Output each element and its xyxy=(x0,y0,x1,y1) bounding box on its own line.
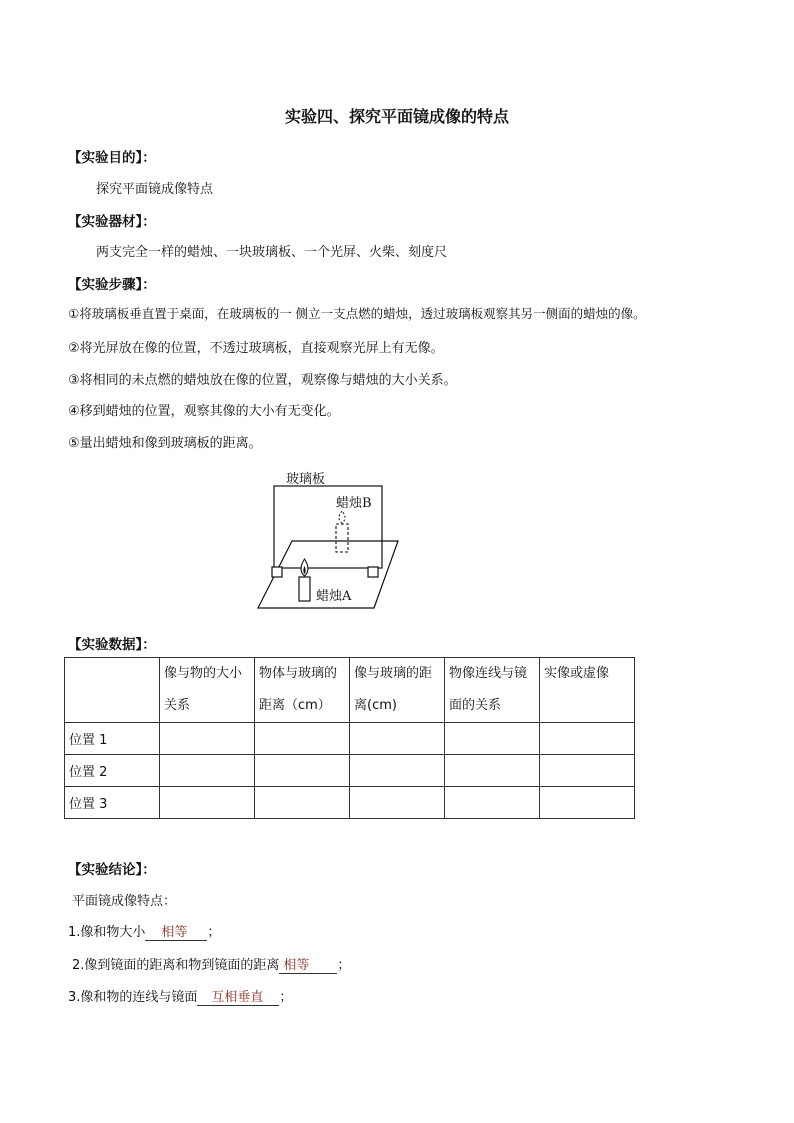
table-header-cell: 物像连线与镜面的关系 xyxy=(445,658,540,723)
conclusion-heading: 【实验结论】： xyxy=(68,862,156,878)
step-item: ②将光屏放在像的位置，不透过玻璃板，直接观察光屏上有无像。 xyxy=(68,341,444,356)
step-item: ①将玻璃板垂直置于桌面，在玻璃板的一 侧立一支点燃的蜡烛，透过玻璃板观察其另一侧面的蜡烛的像。 xyxy=(68,306,646,321)
step-item: ⑤量出蜡烛和像到玻璃板的距离。 xyxy=(68,436,262,451)
conclusion-item-1 xyxy=(68,921,220,941)
table-header-cell: 像与物的大小关系 xyxy=(160,658,255,723)
table-header-cell: 物体与玻璃的距离（cm） xyxy=(255,658,350,723)
conclusion-prefix: 2.像到镜面的距离和物到镜面的距离 xyxy=(72,958,280,973)
steps-heading: 【实验步骤】： xyxy=(68,277,156,293)
conclusion-suffix: ； xyxy=(279,990,293,1005)
label-glass-plate: 玻璃板 xyxy=(286,472,326,487)
table-cell xyxy=(255,787,350,819)
table-cell xyxy=(255,755,350,787)
table-header-cell xyxy=(65,658,160,723)
table-cell xyxy=(350,723,445,755)
mirror-experiment-figure xyxy=(250,462,410,617)
equipment-heading: 【实验器材】： xyxy=(68,214,156,230)
table-cell xyxy=(160,723,255,755)
row-label: 位置 1 xyxy=(65,723,160,755)
conclusion-answer: 互相垂直 xyxy=(197,986,279,1006)
table-row xyxy=(65,755,635,787)
table-cell xyxy=(540,755,635,787)
table-cell xyxy=(540,723,635,755)
conclusion-prefix: 3.像和物的连线与镜面 xyxy=(68,990,198,1005)
table-cell xyxy=(445,723,540,755)
table-cell xyxy=(540,787,635,819)
step-item: ③将相同的未点燃的蜡烛放在像的位置，观察像与蜡烛的大小关系。 xyxy=(68,373,457,388)
label-candle-b: 蜡烛B xyxy=(336,496,372,511)
conclusion-answer: 相等 xyxy=(145,921,207,941)
table-cell xyxy=(445,787,540,819)
row-label: 位置 3 xyxy=(65,787,160,819)
conclusion-suffix: ； xyxy=(337,958,351,973)
table-cell xyxy=(445,755,540,787)
conclusion-suffix: ； xyxy=(207,925,221,940)
conclusion-item-3 xyxy=(68,986,292,1006)
conclusion-item-2 xyxy=(72,954,350,974)
table-cell xyxy=(350,787,445,819)
table-header-cell: 实像或虚像 xyxy=(540,658,635,723)
data-table xyxy=(64,657,635,819)
table-cell xyxy=(160,755,255,787)
table-cell xyxy=(255,723,350,755)
equipment-text: 两支完全一样的蜡烛、一块玻璃板、一个光屏、火柴、刻度尺 xyxy=(96,245,448,260)
conclusion-prefix: 1.像和物大小 xyxy=(68,925,146,940)
row-label: 位置 2 xyxy=(65,755,160,787)
table-cell xyxy=(350,755,445,787)
step-item: ④移到蜡烛的位置，观察其像的大小有无变化。 xyxy=(68,404,340,419)
table-row xyxy=(65,787,635,819)
data-heading: 【实验数据】： xyxy=(68,637,156,653)
table-header-row xyxy=(65,658,635,723)
table-cell xyxy=(160,787,255,819)
conclusion-intro: 平面镜成像特点： xyxy=(72,894,177,909)
purpose-heading: 【实验目的】： xyxy=(68,150,156,166)
table-header-cell: 像与玻璃的距离(cm) xyxy=(350,658,445,723)
conclusion-answer: 相等 xyxy=(279,954,337,974)
purpose-text: 探究平面镜成像特点 xyxy=(96,182,214,197)
table-row xyxy=(65,723,635,755)
page-title: 实验四、探究平面镜成像的特点 xyxy=(284,107,509,126)
label-candle-a: 蜡烛A xyxy=(316,589,352,604)
